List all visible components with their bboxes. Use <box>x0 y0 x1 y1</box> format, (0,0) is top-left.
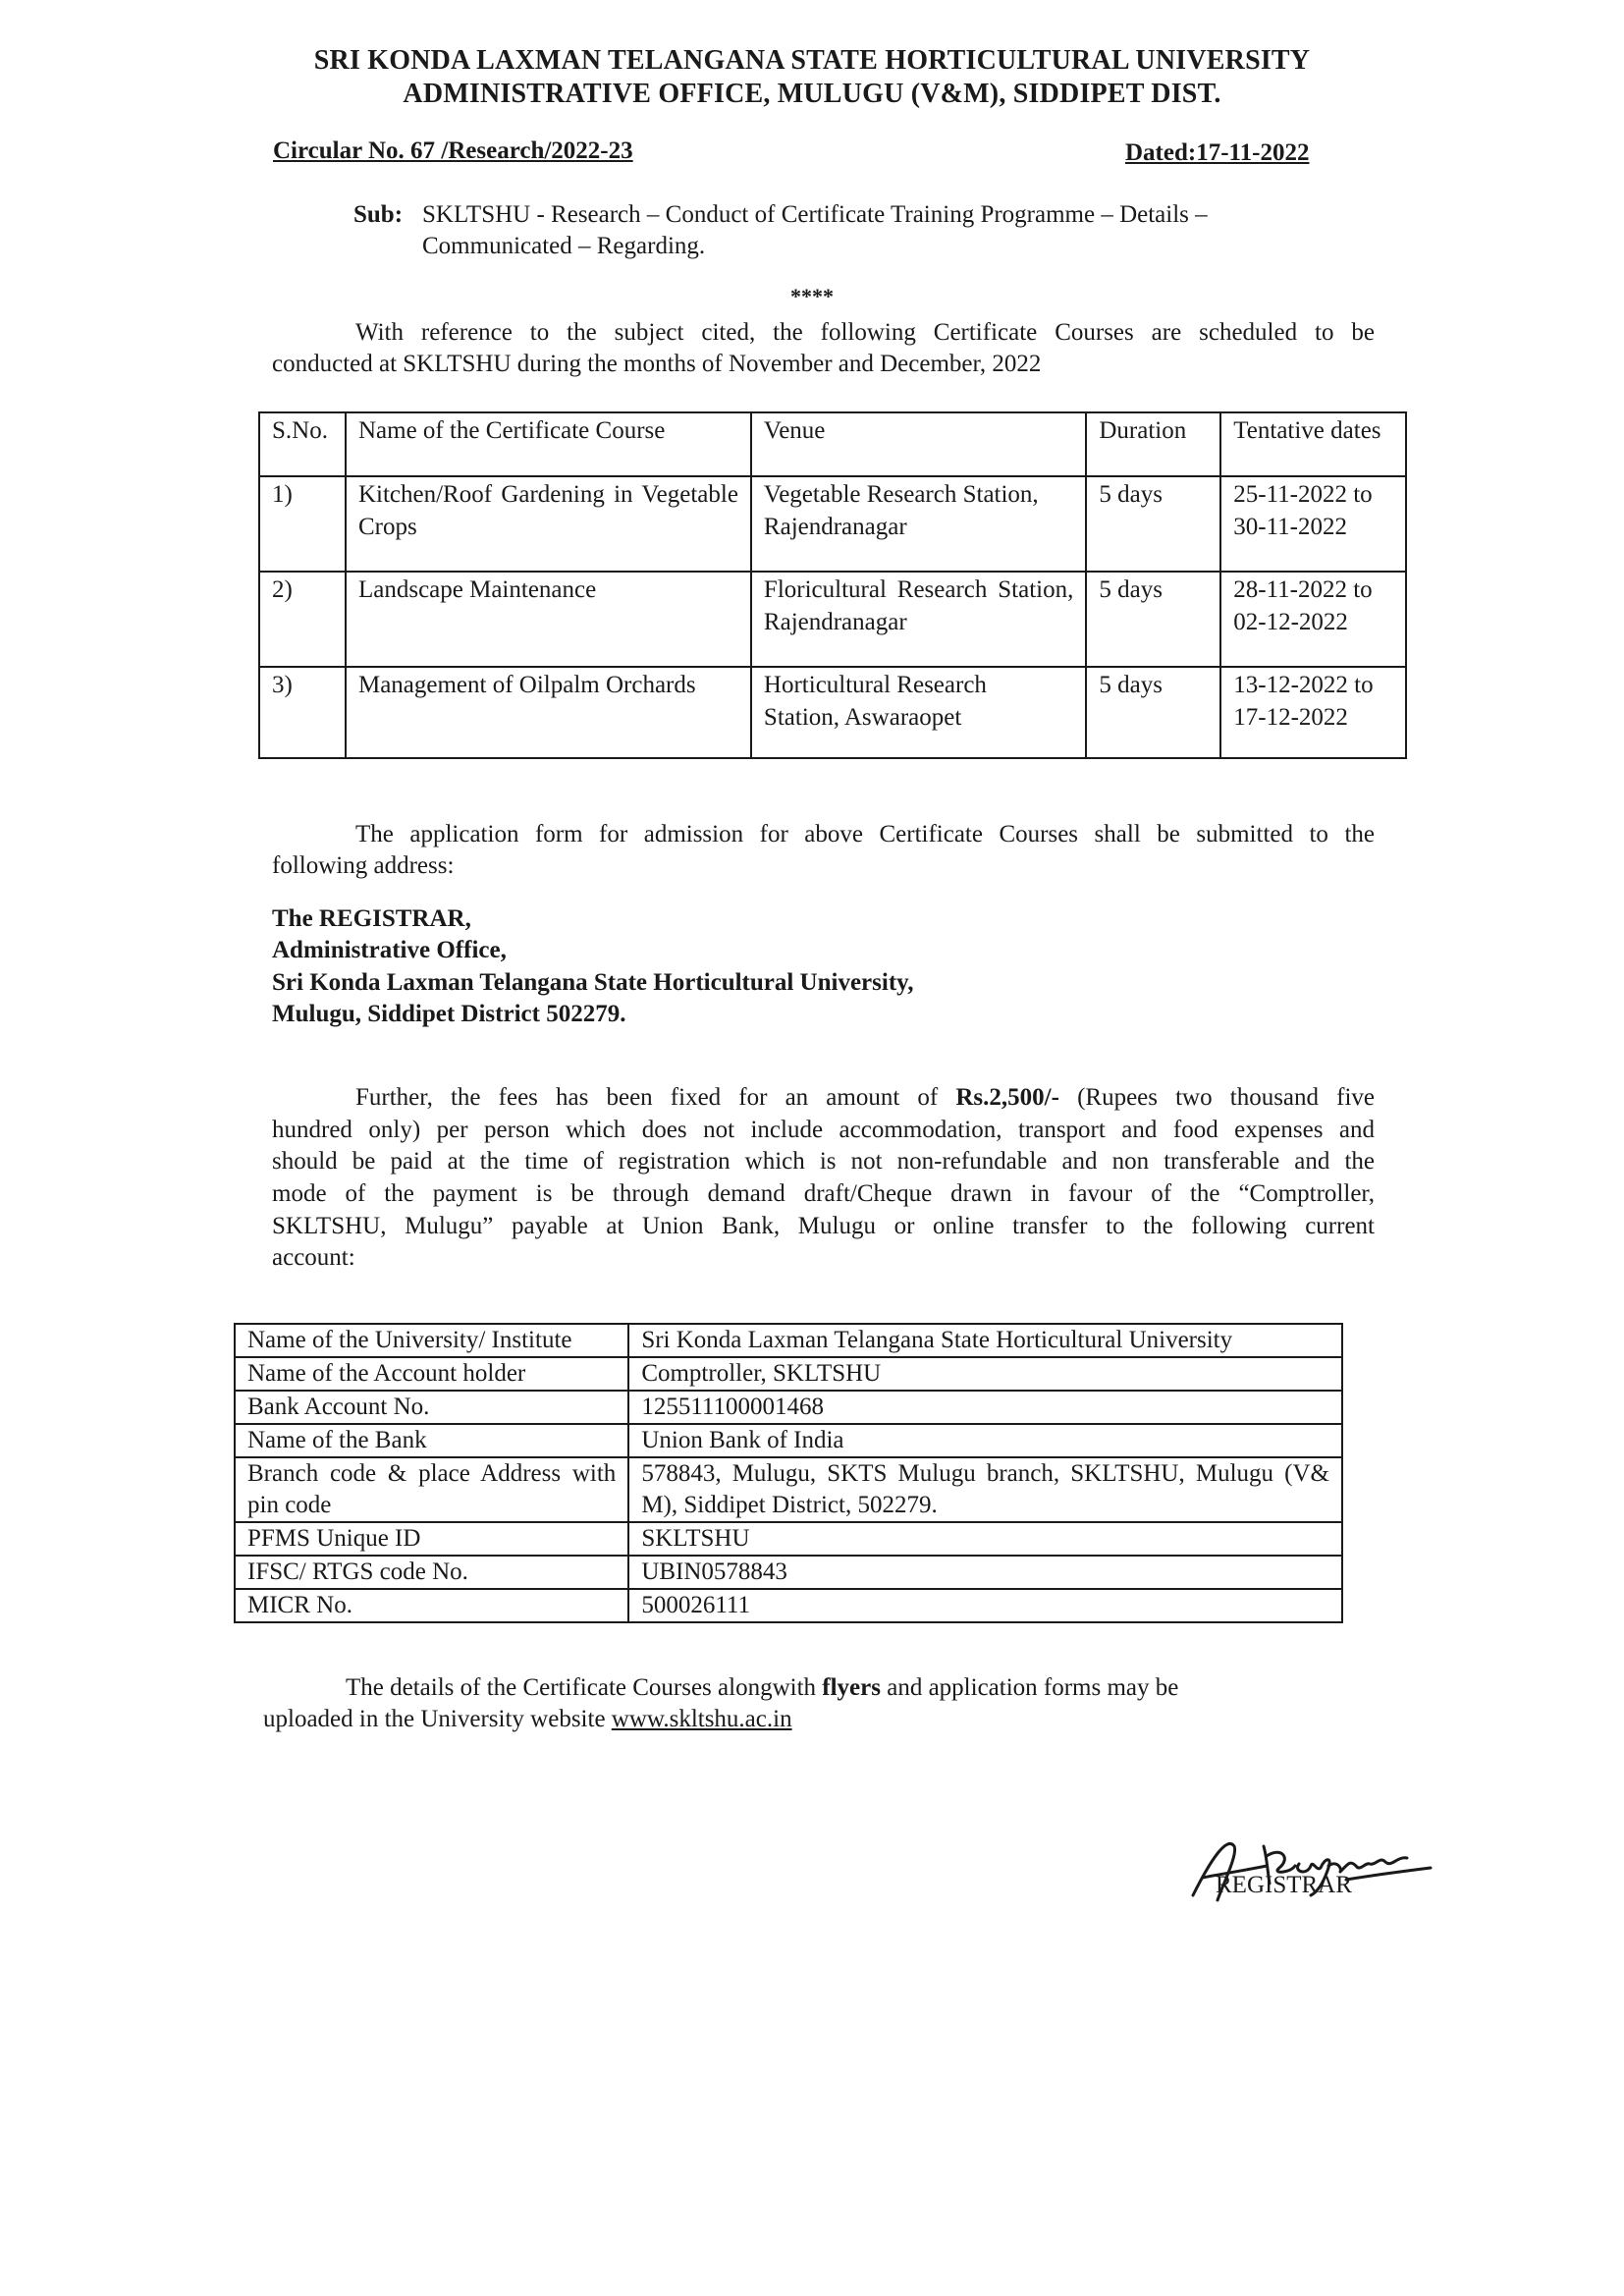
course-dates: 25-11-2022 to 30-11-2022 <box>1220 476 1406 572</box>
bank-value: Comptroller, SKLTSHU <box>628 1357 1342 1391</box>
course-sno: 2) <box>259 572 346 667</box>
application-line-1: The application form for admission for above Certificate Courses shall be submitted to the <box>355 821 1375 847</box>
office-address: ADMINISTRATIVE OFFICE, MULUGU (V&M), SIDDIPET DIST. <box>403 79 1221 109</box>
course-duration: 5 days <box>1086 667 1220 758</box>
fees-text-post: (Rupees two thousand five <box>1058 1084 1376 1111</box>
course-duration: 5 days <box>1086 572 1220 667</box>
separator: **** <box>790 284 834 308</box>
bank-label: Name of the Account holder <box>235 1357 628 1391</box>
details-line-1 <box>346 1672 1178 1705</box>
table-row <box>235 1357 1342 1391</box>
bank-label: Name of the Bank <box>235 1424 628 1457</box>
header-sno: S.No. <box>259 412 346 476</box>
course-name: Kitchen/Roof Gardening in Vegetable Crops <box>346 476 751 572</box>
bank-label: Name of the University/ Institute <box>235 1324 628 1357</box>
fees-text-pre: Further, the fees has been fixed for an amount of <box>355 1084 956 1111</box>
course-venue: Floricultural Research Station, Rajendranagar <box>751 572 1086 667</box>
bank-value: UBIN0578843 <box>628 1556 1342 1589</box>
bank-value: Sri Konda Laxman Telangana State Horticultural University <box>628 1324 1342 1357</box>
bank-label: Bank Account No. <box>235 1391 628 1424</box>
course-venue: Vegetable Research Station, Rajendranagar <box>751 476 1086 572</box>
details-flyers: flyers <box>822 1674 881 1701</box>
course-sno: 1) <box>259 476 346 572</box>
intro-line-1: With reference to the subject cited, the following Certificate Courses are scheduled to be <box>355 319 1375 346</box>
table-row <box>259 476 1406 572</box>
bank-value: 125511100001468 <box>628 1391 1342 1424</box>
subject-line-1: SKLTSHU - Research – Conduct of Certificate Training Programme – Details – <box>422 201 1208 228</box>
circular-number: Circular No. 67 /Research/2022-23 <box>273 137 633 164</box>
course-sno: 3) <box>259 667 346 758</box>
course-name: Management of Oilpalm Orchards <box>346 667 751 758</box>
header-duration: Duration <box>1086 412 1220 476</box>
bank-label: Branch code & place Address with pin code <box>235 1457 628 1522</box>
bank-value: 578843, Mulugu, SKTS Mulugu branch, SKLTSHU, Mulugu (V& M), Siddipet District, 502279. <box>628 1457 1342 1522</box>
bank-value: 500026111 <box>628 1589 1342 1622</box>
address-line-3: Sri Konda Laxman Telangana State Horticultural University, <box>272 969 914 996</box>
fees-line-6: account: <box>272 1244 355 1271</box>
fees-line-3: should be paid at the time of registration which is not non-refundable and non transferable and the <box>272 1148 1375 1175</box>
website-link[interactable]: www.skltshu.ac.in <box>611 1706 792 1732</box>
header-course-name: Name of the Certificate Course <box>346 412 751 476</box>
registrar-title: REGISTRAR <box>1216 1872 1352 1898</box>
details-text-pre: uploaded in the University website <box>263 1706 612 1732</box>
table-row <box>235 1556 1342 1589</box>
bank-value: SKLTSHU <box>628 1522 1342 1556</box>
table-row <box>259 667 1406 758</box>
header-tentative-dates: Tentative dates <box>1220 412 1406 476</box>
course-venue: Horticultural Research Station, Aswaraopet <box>751 667 1086 758</box>
table-row <box>259 572 1406 667</box>
course-name: Landscape Maintenance <box>346 572 751 667</box>
table-row <box>235 1391 1342 1424</box>
circular-date: Dated:17-11-2022 <box>1125 139 1310 166</box>
fees-amount: Rs.2,500/- <box>955 1084 1059 1111</box>
bank-label: PFMS Unique ID <box>235 1522 628 1556</box>
intro-line-2: conducted at SKLTSHU during the months of November and December, 2022 <box>272 351 1042 377</box>
address-line-1: The REGISTRAR, <box>272 905 471 932</box>
bank-value: Union Bank of India <box>628 1424 1342 1457</box>
bank-label: IFSC/ RTGS code No. <box>235 1556 628 1589</box>
bank-label: MICR No. <box>235 1589 628 1622</box>
subject-label: Sub: <box>353 201 404 228</box>
fees-line-5: SKLTSHU, Mulugu” payable at Union Bank, Mulugu or online transfer to the following current <box>272 1213 1375 1239</box>
fees-line-1 <box>355 1082 1375 1115</box>
header-venue: Venue <box>751 412 1086 476</box>
courses-header-row <box>259 412 1406 476</box>
fees-line-2: hundred only) per person which does not include accommodation, transport and food expenses and <box>272 1117 1375 1143</box>
table-row <box>235 1424 1342 1457</box>
details-line-2 <box>263 1704 792 1736</box>
table-row <box>235 1457 1342 1522</box>
course-duration: 5 days <box>1086 476 1220 572</box>
table-row <box>235 1522 1342 1556</box>
table-row <box>235 1324 1342 1357</box>
details-text-pre: The details of the Certificate Courses alongwith <box>346 1674 823 1701</box>
application-line-2: following address: <box>272 852 455 879</box>
course-dates: 28-11-2022 to 02-12-2022 <box>1220 572 1406 667</box>
bank-details-table <box>234 1323 1343 1623</box>
fees-line-4: mode of the payment is be through demand draft/Cheque drawn in favour of the “Comptroller, <box>272 1180 1375 1207</box>
signature-handwriting: A Bhagwan <box>192 836 197 837</box>
address-line-2: Administrative Office, <box>272 937 507 963</box>
table-row <box>235 1589 1342 1622</box>
university-name: SRI KONDA LAXMAN TELANGANA STATE HORTICULTURAL UNIVERSITY <box>313 45 1311 76</box>
details-text-post: and application forms may be <box>880 1674 1179 1701</box>
courses-table <box>258 411 1407 759</box>
subject-line-2: Communicated – Regarding. <box>422 233 706 259</box>
course-dates: 13-12-2022 to 17-12-2022 <box>1220 667 1406 758</box>
address-line-4: Mulugu, Siddipet District 502279. <box>272 1001 626 1027</box>
